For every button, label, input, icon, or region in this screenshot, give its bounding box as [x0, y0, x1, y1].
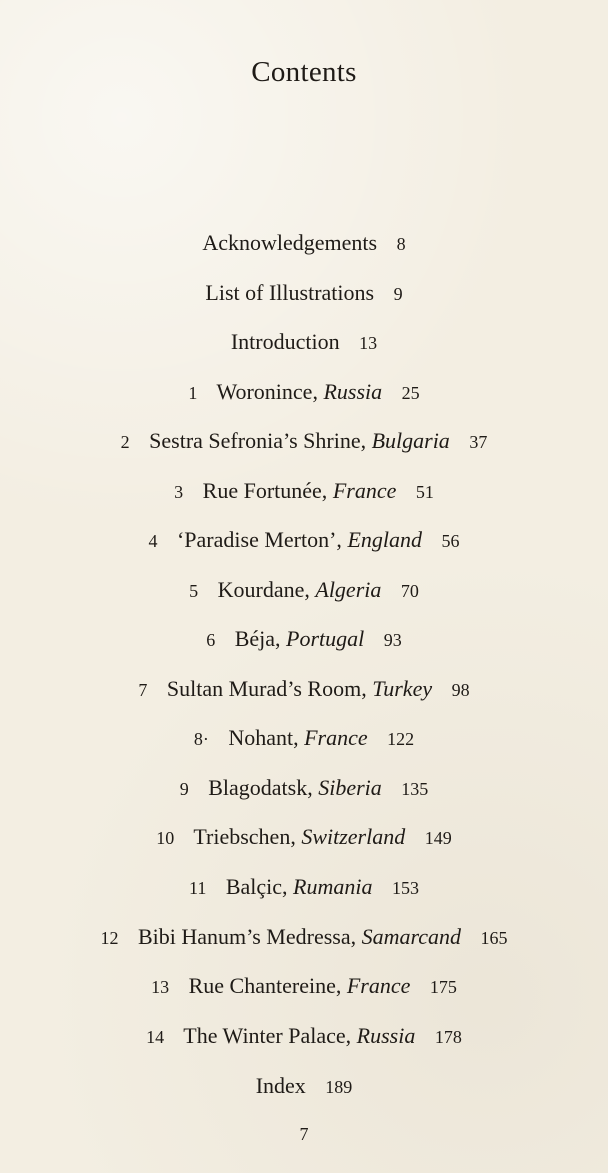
toc-entry-chapter-11	[0, 876, 608, 898]
toc-entry-title: Rue Chantereine,	[188, 973, 342, 998]
toc-entry-place: Bulgaria	[371, 428, 450, 453]
toc-entry-title: The Winter Palace,	[183, 1023, 352, 1048]
toc-entry-place: Siberia	[318, 775, 382, 800]
toc-entry-page: 13	[359, 333, 378, 353]
toc-entry-page: 165	[480, 928, 508, 948]
toc-entry-title: Sultan Murad’s Room,	[166, 676, 367, 701]
toc-entry-title: Rue Fortunée,	[202, 478, 328, 503]
toc-entry-page: 25	[401, 383, 420, 403]
toc-entry-place: France	[304, 725, 368, 750]
toc-entry-page: 51	[415, 482, 434, 502]
toc-entry-number: 9	[179, 779, 189, 799]
toc-entry-chapter-9	[0, 777, 608, 799]
toc-entry-chapter-14	[0, 1025, 608, 1047]
toc-entry-page: 149	[424, 828, 452, 848]
toc-entry-title: Triebschen,	[193, 824, 296, 849]
toc-entry-acknowledgements	[0, 232, 608, 254]
toc-entry-chapter-7	[0, 678, 608, 700]
toc-entry-chapter-6	[0, 628, 608, 650]
toc-entry-number: 6	[206, 630, 216, 650]
toc-entry-title: Woronince,	[216, 379, 318, 404]
toc-entry-page: 135	[401, 779, 429, 799]
toc-entry-place: England	[347, 527, 422, 552]
toc-entry-number: 13	[151, 977, 170, 997]
toc-entry-place: Portugal	[286, 626, 365, 651]
toc-entry-title: Balçic,	[225, 874, 288, 899]
toc-entry-number: 10	[156, 828, 175, 848]
toc-entry-index	[0, 1075, 608, 1097]
toc-entry-title: Sestra Sefronia’s Shrine,	[149, 428, 367, 453]
toc-entry-chapter-2	[0, 430, 608, 452]
page-number: 7	[299, 1124, 309, 1144]
toc-entry-number: 14	[146, 1027, 165, 1047]
toc-entry-page: 178	[434, 1027, 462, 1047]
toc-entry-number: 5	[189, 581, 199, 601]
toc-entry-page: 8	[396, 234, 406, 254]
toc-entry-page: 9	[393, 284, 403, 304]
toc-entry-chapter-5	[0, 579, 608, 601]
toc-entry-page: 153	[392, 878, 419, 898]
toc-entry-page: 37	[469, 432, 488, 452]
toc-entry-title: Bibi Hanum’s Medressa,	[137, 924, 357, 949]
toc-entry-title: Introduction	[230, 329, 340, 354]
toc-entry-chapter-13	[0, 975, 608, 997]
toc-entry-chapter-8	[0, 727, 608, 749]
toc-entry-place: Algeria	[315, 577, 382, 602]
toc-entry-page: 70	[400, 581, 419, 601]
toc-entry-list-of-illustrations	[0, 282, 608, 304]
toc-entry-chapter-3	[0, 480, 608, 502]
toc-entry-place: France	[346, 973, 411, 998]
page-title: Contents	[251, 56, 357, 88]
toc-entry-place: Turkey	[372, 676, 433, 701]
toc-entry-title: Béja,	[234, 626, 281, 651]
toc-entry-title: Index	[255, 1073, 306, 1098]
toc-entry-chapter-4	[0, 529, 608, 551]
toc-entry-number: 12	[100, 928, 119, 948]
toc-entry-place: Rumania	[293, 874, 373, 899]
toc-entry-title: Nohant,	[228, 725, 299, 750]
toc-entry-number: 11	[189, 878, 207, 898]
toc-entry-chapter-10	[0, 826, 608, 848]
toc-entry-introduction	[0, 331, 608, 353]
toc-entry-page: 98	[451, 680, 470, 700]
toc-entry-title: Blagodatsk,	[208, 775, 313, 800]
toc-entry-chapter-12	[0, 926, 608, 948]
toc-entry-place: Russia	[356, 1023, 416, 1048]
toc-entry-page: 189	[325, 1077, 353, 1097]
toc-entry-number: 8·	[193, 729, 209, 749]
toc-entry-number: 3	[174, 482, 184, 502]
toc-entry-number: 1	[188, 383, 198, 403]
toc-entry-number: 2	[120, 432, 130, 452]
toc-entry-place: Switzerland	[301, 824, 406, 849]
toc-entry-page: 56	[441, 531, 460, 551]
toc-entry-number: 4	[148, 531, 158, 551]
toc-entry-number: 7	[138, 680, 148, 700]
toc-entry-title: List of Illustrations	[205, 280, 375, 305]
toc-entry-page: 122	[387, 729, 415, 749]
toc-entry-place: France	[332, 478, 397, 503]
toc-entry-title: ‘Paradise Merton’,	[176, 527, 342, 552]
toc-entry-place: Russia	[323, 379, 383, 404]
toc-entry-title: Acknowledgements	[202, 230, 378, 255]
toc-entry-place: Samarcand	[361, 924, 462, 949]
toc-entry-page: 175	[429, 977, 457, 997]
toc-entry-title: Kourdane,	[217, 577, 310, 602]
toc-entry-page: 93	[383, 630, 402, 650]
toc-entry-chapter-1	[0, 381, 608, 403]
